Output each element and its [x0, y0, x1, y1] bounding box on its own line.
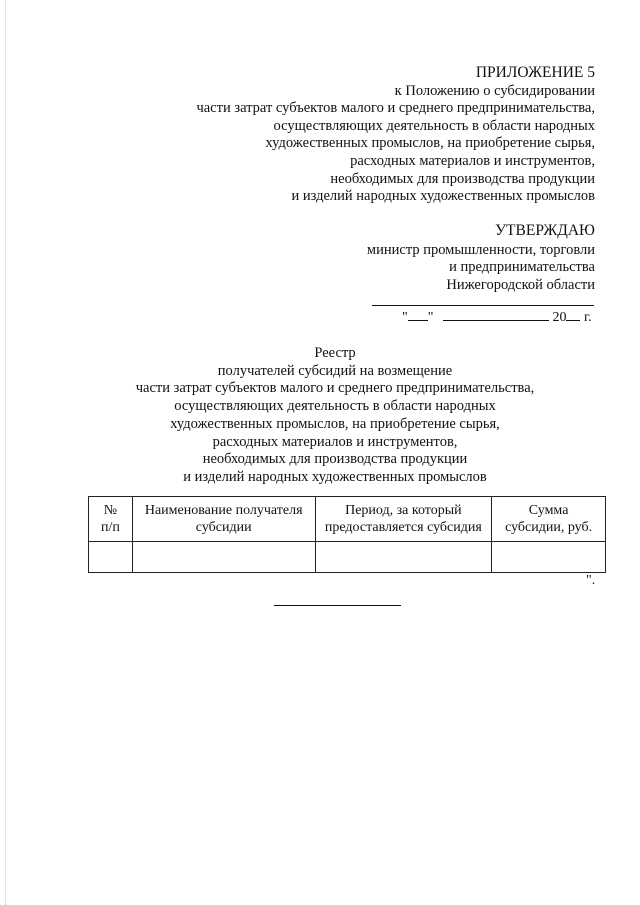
header-recipient-line2: субсидии: [195, 520, 252, 535]
appendix-heading: ПРИЛОЖЕНИЕ 5: [475, 64, 595, 81]
year-blank: [566, 306, 580, 321]
month-blank: [443, 306, 549, 321]
appendix-line: необходимых для производства продукции: [330, 170, 595, 187]
date-close-quote: ": [427, 310, 434, 325]
table-cell: [492, 542, 606, 573]
header-amount-line2: субсидии, руб.: [505, 520, 593, 535]
closing-mark: ".: [586, 573, 596, 588]
table-cell: [315, 542, 492, 573]
header-period-line2: предоставляется субсидия: [324, 520, 482, 535]
appendix-line: осуществляющих деятельность в области народных: [273, 117, 595, 134]
approval-heading: УТВЕРЖДАЮ: [495, 222, 595, 239]
year-suffix: г.: [583, 310, 592, 325]
day-blank: [408, 306, 428, 321]
header-number-line2: п/п: [101, 520, 120, 535]
header-period: [315, 497, 492, 542]
register-title-line: художественных промыслов, на приобретение сырья,: [170, 415, 500, 432]
header-amount: [492, 497, 606, 542]
appendix-line: к Положению о субсидировании: [394, 82, 595, 99]
register-table: [88, 496, 606, 573]
header-number-line1: №: [103, 503, 118, 518]
appendix-block: [196, 64, 595, 206]
approval-date: [402, 306, 592, 326]
appendix-line: части затрат субъектов малого и среднего предпринимательства,: [196, 100, 595, 117]
header-amount-line1: Сумма: [528, 503, 569, 518]
approval-line: Нижегородской области: [446, 276, 595, 293]
register-title-line: расходных материалов и инструментов,: [212, 433, 458, 450]
appendix-line: художественных промыслов, на приобретение сырья,: [265, 135, 595, 152]
header-recipient-name: [132, 497, 315, 542]
table-cell: [132, 542, 315, 573]
table-header-row: [89, 497, 606, 542]
register-title-line: осуществляющих деятельность в области народных: [174, 398, 496, 415]
approval-line: министр промышленности, торговли: [366, 241, 595, 258]
header-number: [89, 497, 133, 542]
page-edge: [5, 0, 6, 905]
approval-block: [367, 222, 595, 294]
appendix-line: расходных материалов и инструментов,: [350, 152, 595, 169]
approval-line: и предпринимательства: [449, 259, 595, 276]
appendix-line: и изделий народных художественных промыслов: [291, 188, 595, 205]
end-line: [274, 605, 401, 606]
table-row: [89, 542, 606, 573]
register-title: [110, 345, 560, 487]
header-period-line1: Период, за который: [345, 503, 462, 518]
register-title-line: части затрат субъектов малого и среднего предпринимательства,: [135, 380, 535, 397]
header-recipient-line1: Наименование получателя: [144, 503, 303, 518]
register-title-line: и изделий народных художественных промыслов: [183, 468, 487, 485]
register-title-line: необходимых для производства продукции: [202, 451, 468, 468]
register-title-line: Реестр: [314, 345, 356, 361]
table-cell: [89, 542, 133, 573]
year-prefix: 20: [552, 310, 567, 325]
date-open-quote: ": [402, 310, 408, 325]
register-title-line: получателей субсидий на возмещение: [217, 362, 453, 379]
